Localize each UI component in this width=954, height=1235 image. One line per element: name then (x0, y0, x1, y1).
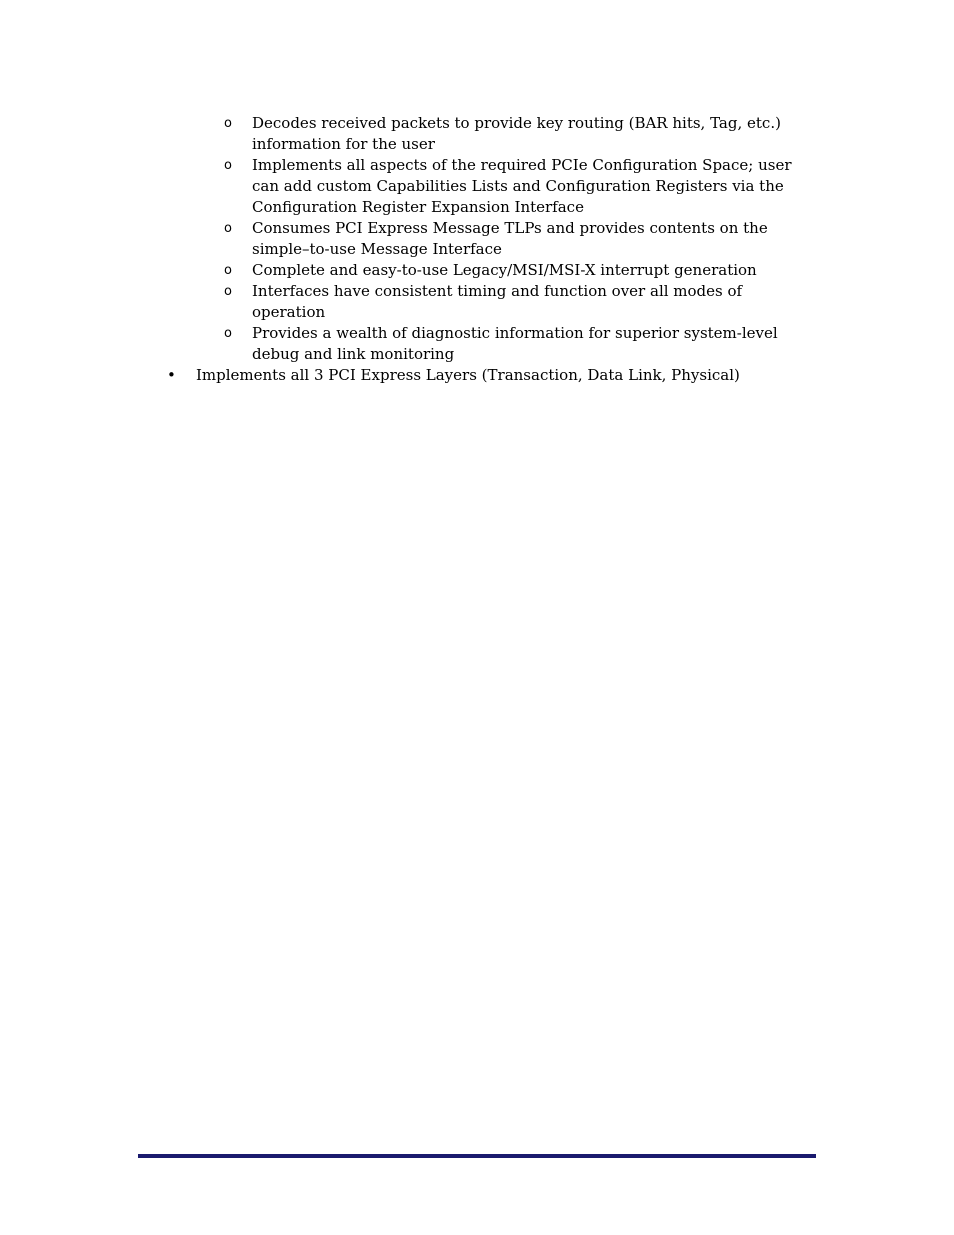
list-item-text: Complete and easy-to-use Legacy/MSI/MSI-X interrupt generation (252, 261, 757, 279)
list-item (224, 155, 812, 218)
list-item-text: Consumes PCI Express Message TLPs and provides contents on the simple–to-use Message Interface (252, 219, 768, 258)
circle-bullet-icon: o (224, 284, 232, 299)
list-item-text: Implements all 3 PCI Express Layers (Transaction, Data Link, Physical) (196, 366, 740, 384)
list-item (167, 365, 816, 386)
circle-bullet-icon: o (224, 158, 232, 173)
circle-bullet-icon: o (224, 221, 232, 236)
list-item-text: Interfaces have consistent timing and function over all modes of operation (252, 282, 743, 321)
list-item (224, 281, 812, 323)
circle-bullet-icon: o (224, 326, 232, 341)
footer-rule (138, 1154, 816, 1158)
list-item-text: Provides a wealth of diagnostic information for superior system-level debug and link monitoring (252, 324, 778, 363)
list-item-text: Implements all aspects of the required PCIe Configuration Space; user can add custom Capabilities Lists and Configuration Registers via the Configuration Register Expansion Interface (252, 156, 792, 216)
document-body (0, 113, 954, 386)
list-item (224, 113, 812, 155)
list-item (224, 260, 812, 281)
circle-bullet-icon: o (224, 116, 232, 131)
main-bullet-list (0, 365, 954, 386)
circle-bullet-icon: o (224, 263, 232, 278)
list-item (224, 218, 812, 260)
list-item-text: Decodes received packets to provide key routing (BAR hits, Tag, etc.) information for the user (252, 114, 781, 153)
list-item (224, 323, 812, 365)
dot-bullet-icon: • (167, 366, 176, 384)
sub-bullet-list (0, 113, 954, 365)
